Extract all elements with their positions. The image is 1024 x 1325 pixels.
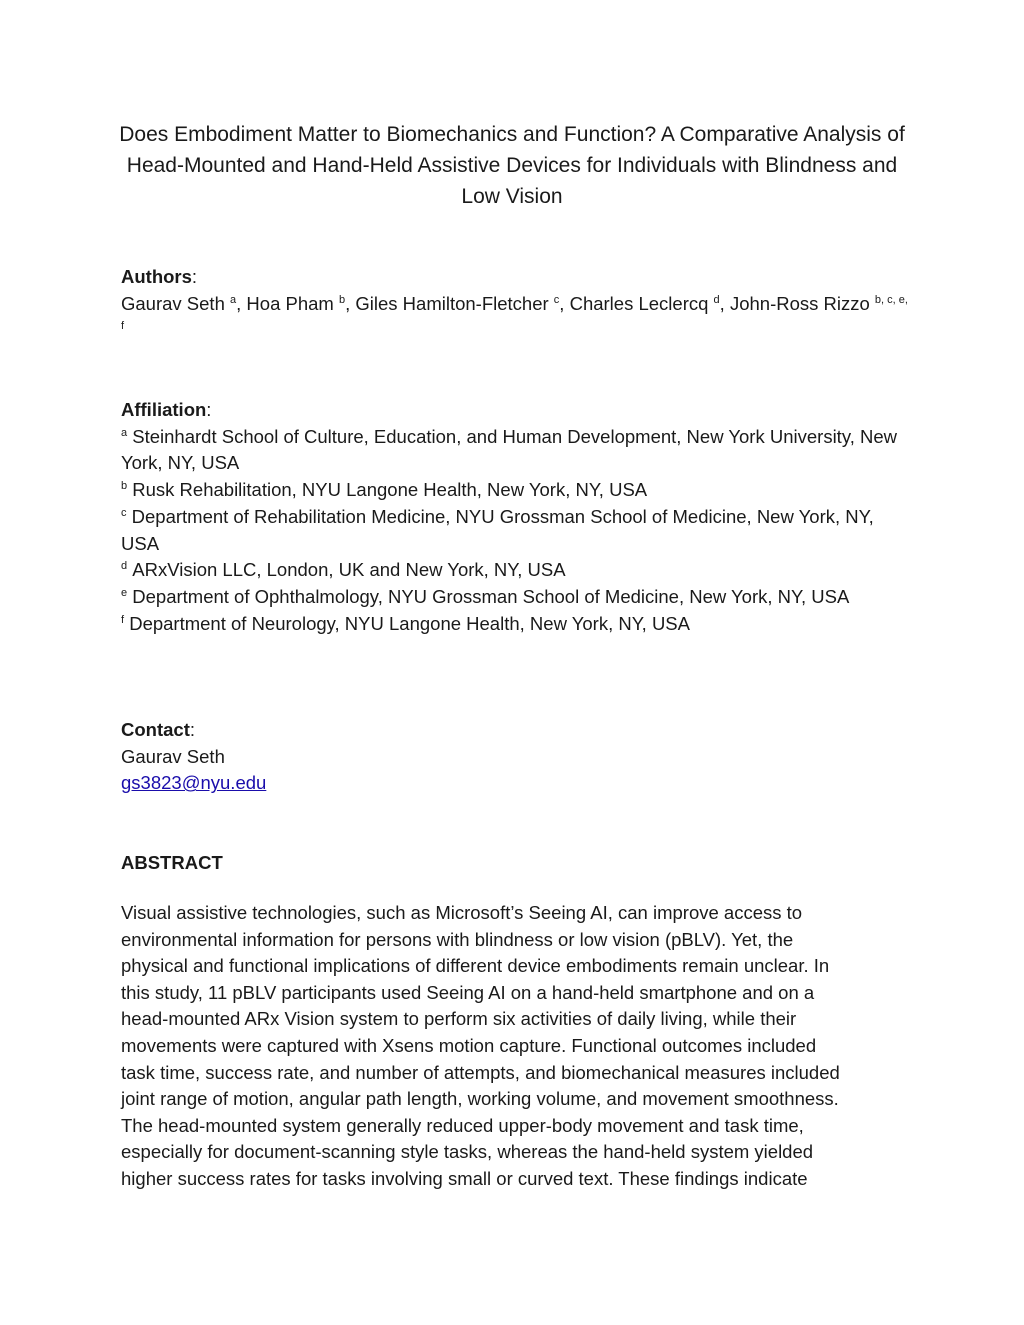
affiliation-text: Department of Rehabilitation Medicine, NYU Grossman School of Medicine, New York, NY, USA xyxy=(121,505,874,554)
author-name: Charles Leclercq xyxy=(569,292,709,314)
abstract-line: Visual assistive technologies, such as Microsoft’s Seeing AI, can improve access to xyxy=(121,902,803,923)
affiliation-sup: a xyxy=(121,426,128,439)
author-affiliation-sup: c xyxy=(553,293,560,306)
abstract-line: The head-mounted system generally reduced upper-body movement and task time, xyxy=(121,1114,804,1136)
affiliation-heading xyxy=(121,397,911,424)
affiliation-text: ARxVision LLC, London, UK and New York, NY, USA xyxy=(132,559,566,581)
author-separator: , xyxy=(559,292,570,314)
authors-list xyxy=(121,291,911,344)
contact-section xyxy=(121,717,911,797)
affiliation-sup: b xyxy=(121,480,128,493)
abstract-line: head-mounted ARx Vision system to perform six activities of daily living, while their xyxy=(121,1008,797,1030)
contact-colon: : xyxy=(189,719,196,740)
affiliation-item xyxy=(121,504,911,557)
affiliation-item xyxy=(121,611,911,638)
abstract-line: especially for document-scanning style tasks, whereas the hand-held system yielded xyxy=(121,1141,814,1163)
affiliation-item xyxy=(121,477,911,504)
affiliation-text: Rusk Rehabilitation, NYU Langone Health, New York, NY, USA xyxy=(132,479,648,501)
author-separator: , xyxy=(345,292,356,314)
abstract-line: higher success rates for tasks involving small or curved text. These findings indicate xyxy=(121,1167,808,1189)
authors-section xyxy=(121,264,911,344)
contact-name: Gaurav Seth xyxy=(121,745,225,767)
affiliation-sup: d xyxy=(121,560,128,573)
author-affiliation-sup: b, c, e, f xyxy=(121,293,908,333)
author-affiliation-sup: b xyxy=(338,293,346,306)
contact-heading xyxy=(121,717,911,744)
author-name: John-Ross Rizzo xyxy=(729,292,870,314)
author-name: Hoa Pham xyxy=(246,292,334,314)
affiliation-section xyxy=(121,397,911,637)
author-name: Giles Hamilton-Fletcher xyxy=(355,292,549,314)
affiliation-sup: c xyxy=(121,506,127,519)
author-separator: , xyxy=(719,292,730,314)
abstract-line: this study, 11 pBLV participants used Seeing AI on a hand-held smartphone and on a xyxy=(121,981,815,1003)
affiliation-sup: e xyxy=(121,586,128,599)
affiliation-text: Department of Neurology, NYU Langone Health, New York, NY, USA xyxy=(129,612,690,634)
affiliation-item xyxy=(121,557,911,584)
abstract-line: environmental information for persons with blindness or low vision (pBLV). Yet, the xyxy=(121,928,794,950)
paper-title: Does Embodiment Matter to Biomechanics and Function? A Comparative Analysis of Head-Mounted and Hand-Held Assistive Devices for Individuals with Blindness and Low Vision xyxy=(119,123,905,208)
affiliation-item xyxy=(121,424,911,477)
abstract-heading: ABSTRACT xyxy=(121,852,223,873)
abstract-line: movements were captured with Xsens motion capture. Functional outcomes included xyxy=(121,1034,817,1056)
author-affiliation-sup: d xyxy=(713,293,720,306)
author-name: Gaurav Seth xyxy=(121,292,225,314)
abstract-line: task time, success rate, and number of attempts, and biomechanical measures included xyxy=(121,1061,840,1083)
affiliation-sup: f xyxy=(121,613,125,626)
authors-heading xyxy=(121,264,911,291)
affiliation-text: Steinhardt School of Culture, Education, and Human Development, New York University, New York, NY, USA xyxy=(121,425,897,474)
abstract-line: joint range of motion, angular path length, working volume, and movement smoothness. xyxy=(121,1088,839,1110)
affiliation-item xyxy=(121,584,911,611)
author-affiliation-sup: a xyxy=(230,293,237,306)
affiliation-label: Affiliation xyxy=(121,399,207,420)
author-separator: , xyxy=(236,292,247,314)
authors-colon: : xyxy=(191,266,198,287)
contact-label: Contact xyxy=(121,719,190,740)
abstract-body xyxy=(121,900,905,1193)
abstract-line: physical and functional implications of different device embodiments remain unclear. In xyxy=(121,955,830,977)
contact-email-link[interactable]: gs3823@nyu.edu xyxy=(121,772,267,794)
affiliation-text: Department of Ophthalmology, NYU Grossman School of Medicine, New York, NY, USA xyxy=(132,585,850,607)
affiliation-colon: : xyxy=(206,399,212,420)
authors-label: Authors xyxy=(121,266,192,287)
